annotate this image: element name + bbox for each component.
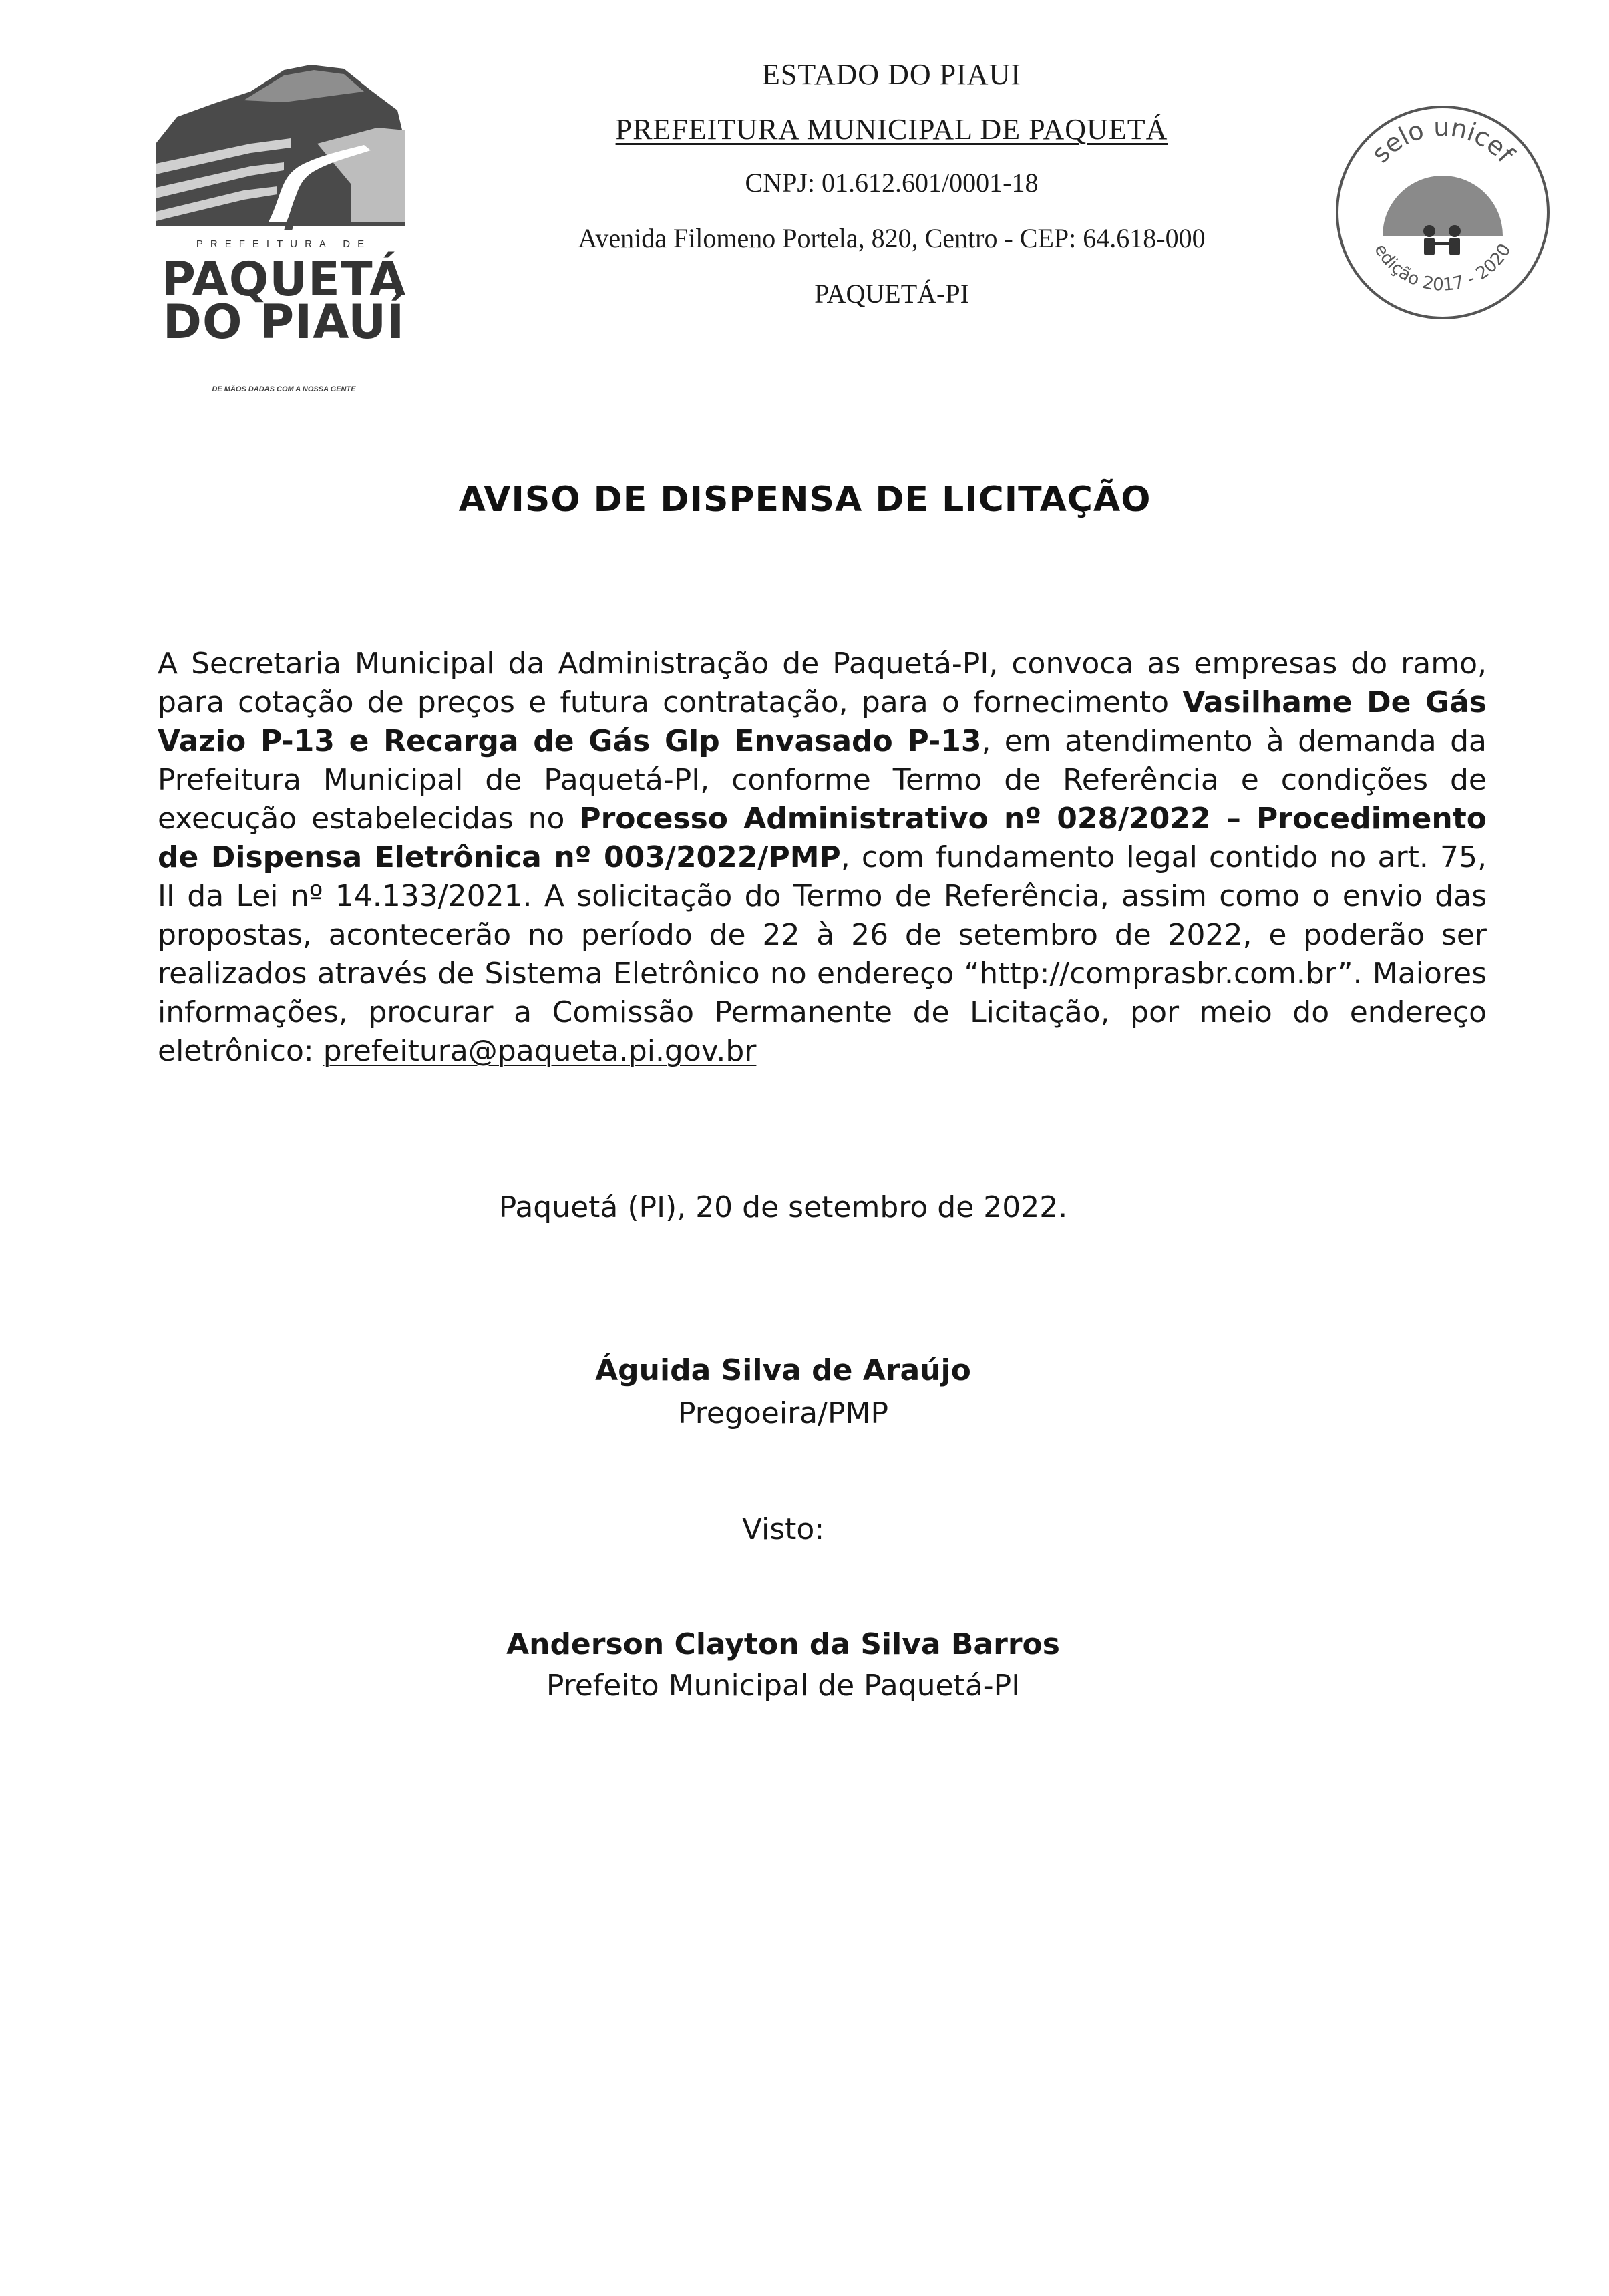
mountains-road-logo-icon [150,63,417,244]
seal-top-text: selo unicef [1365,112,1520,168]
logo-name-line2: DO PIAUÍ [162,295,405,349]
notice-paragraph [158,645,1487,1071]
notice-text-part1: A Secretaria Municipal da Administração de Paquetá-PI, convoca as empresas do ramo, para cotação de preços e futura contratação, para o fornecimento [158,647,1487,719]
notice-object-bold: Vasilhame De Gás Vazio P-13 e Recarga de Gás Glp Envasado P-13 [158,685,1487,758]
signatory-name-1: Águida Silva de Araújo [595,1353,971,1387]
signatory-name-2: Anderson Clayton da Silva Barros [506,1627,1060,1661]
unicef-seal [1329,99,1556,326]
unicef-seal-icon [1329,99,1556,326]
logo-small-text: PREFEITURA DE [196,238,372,250]
header-state: ESTADO DO PIAUI [762,58,1021,91]
header-cnpj: CNPJ: 01.612.601/0001-18 [745,168,1039,198]
notice-text-part2: , em atendimento à demanda da Prefeitura Municipal de Paquetá-PI, conforme Termo de Referência e condições de execução estabelecidas no [158,724,1487,836]
notice-title: AVISO DE DISPENSA DE LICITAÇÃO [458,480,1151,520]
contact-email-link[interactable]: prefeitura@paqueta.pi.gov.br [323,1034,757,1068]
notice-text-part3: , com fundamento legal contido no art. 75, II da Lei nº 14.133/2021. A solicitação do Termo de Referência, assim como o envio das propostas, acontecerão no período de 22 à 26 de setembro de 2022, e poderão ser realizados através de Sistema Eletrônico no endereço “http://comprasbr.com.br”. Maiores informações, procurar a Comissão Permanente de Licitação, por meio do endereço eletrônico: [158,840,1487,1068]
logo-name-line1: PAQUETÁ [161,252,407,307]
document-date: Paquetá (PI), 20 de setembro de 2022. [498,1190,1068,1224]
logo-tagline: DE MÃOS DADAS COM A NOSSA GENTE [212,385,356,393]
signatory-role-2: Prefeito Municipal de Paquetá-PI [546,1669,1021,1703]
header-address: Avenida Filomeno Portela, 820, Centro - CEP: 64.618-000 [578,223,1206,253]
seal-bottom-text: edição 2017 - 2020 [1370,240,1515,295]
municipality-logo [150,63,417,393]
notice-process-bold: Processo Administrativo nº 028/2022 – Procedimento de Dispensa Eletrônica nº 003/2022/PMP [158,802,1487,874]
visto-label: Visto: [741,1512,825,1546]
svg-text:edição 2017 - 2020 [1370,240,1515,295]
header-city: PAQUETÁ-PI [814,279,969,309]
signatory-role-1: Pregoeira/PMP [677,1396,888,1430]
header-prefeitura: PREFEITURA MUNICIPAL DE PAQUETÁ [615,113,1168,146]
